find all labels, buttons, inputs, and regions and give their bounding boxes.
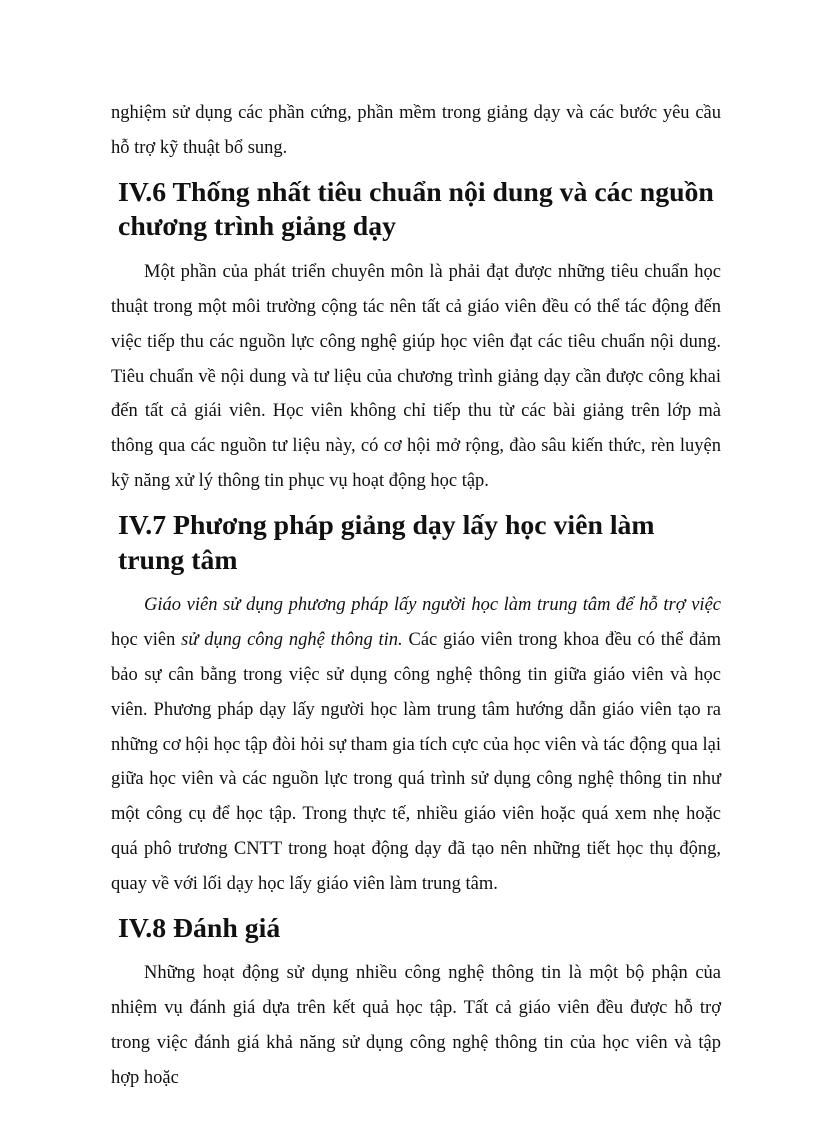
text-segment-2: Các giáo viên trong khoa đều có thể đảm bảo sự cân bằng trong việc sử dụng công nghệ thông tin giữa giáo viên và học viên. Phương pháp dạy lấy người học làm trung tâm hướng dẫn giáo viên tạo ra những cơ hội học tập đòi hỏi sự tham gia tích cực của học viên và tác động qua lại giữa học viên và các nguồn lực trong quá trình sử dụng công nghệ thông tin như một công cụ để học tập. Trong thực tế, nhiều giáo viên hoặc quá xem nhẹ hoặc quá phô trương CNTT trong hoạt động dạy đã tạo nên những tiết học thụ động, quay về với lối dạy học lấy giáo viên làm trung tâm. xyxy=(111,630,721,894)
paragraph-assessment: Những hoạt động sử dụng nhiều công nghệ thông tin là một bộ phận của nhiệm vụ đánh giá dựa trên kết quả học tập. Tất cả giáo viên đều được hỗ trợ trong việc đánh giá khả năng sử dụng công nghệ thông tin của học viên và tập hợp hoặc xyxy=(111,963,721,1088)
italic-phrase-2: sử dụng công nghệ thông tin. xyxy=(181,630,403,651)
paragraph-learner-centered xyxy=(111,588,721,901)
page-content xyxy=(111,96,721,1096)
text-segment-1: học viên xyxy=(111,630,182,651)
italic-phrase-1: Giáo viên sử dụng phương pháp lấy người học làm trung tâm để hỗ trợ việc xyxy=(144,595,721,616)
heading-iv8: IV.8 Đánh giá xyxy=(118,912,281,944)
paragraph-standards: Một phần của phát triển chuyên môn là phải đạt được những tiêu chuẩn học thuật trong một môi trường cộng tác nên tất cả giáo viên đều có thể tác động đến việc tiếp thu các nguồn lực công nghệ giúp học viên đạt các tiêu chuẩn nội dung. Tiêu chuẩn về nội dung và tư liệu của chương trình giảng dạy cần được công khai đến tất cả giái viên. Học viên không chỉ tiếp thu từ các bài giảng trên lớp mà thông qua các nguồn tư liệu này, có cơ hội mở rộng, đào sâu kiến thức, rèn luyện kỹ năng xử lý thông tin phục vụ hoạt động học tập. xyxy=(111,262,721,491)
paragraph-continuation: nghiệm sử dụng các phần cứng, phần mềm trong giảng dạy và các bước yêu cầu hỗ trợ kỹ thuật bổ sung. xyxy=(111,103,721,158)
heading-iv7: IV.7 Phương pháp giảng dạy lấy học viên làm trung tâm xyxy=(118,509,655,576)
heading-iv6: IV.6 Thống nhất tiêu chuẩn nội dung và các nguồn chương trình giảng dạy xyxy=(118,176,714,243)
